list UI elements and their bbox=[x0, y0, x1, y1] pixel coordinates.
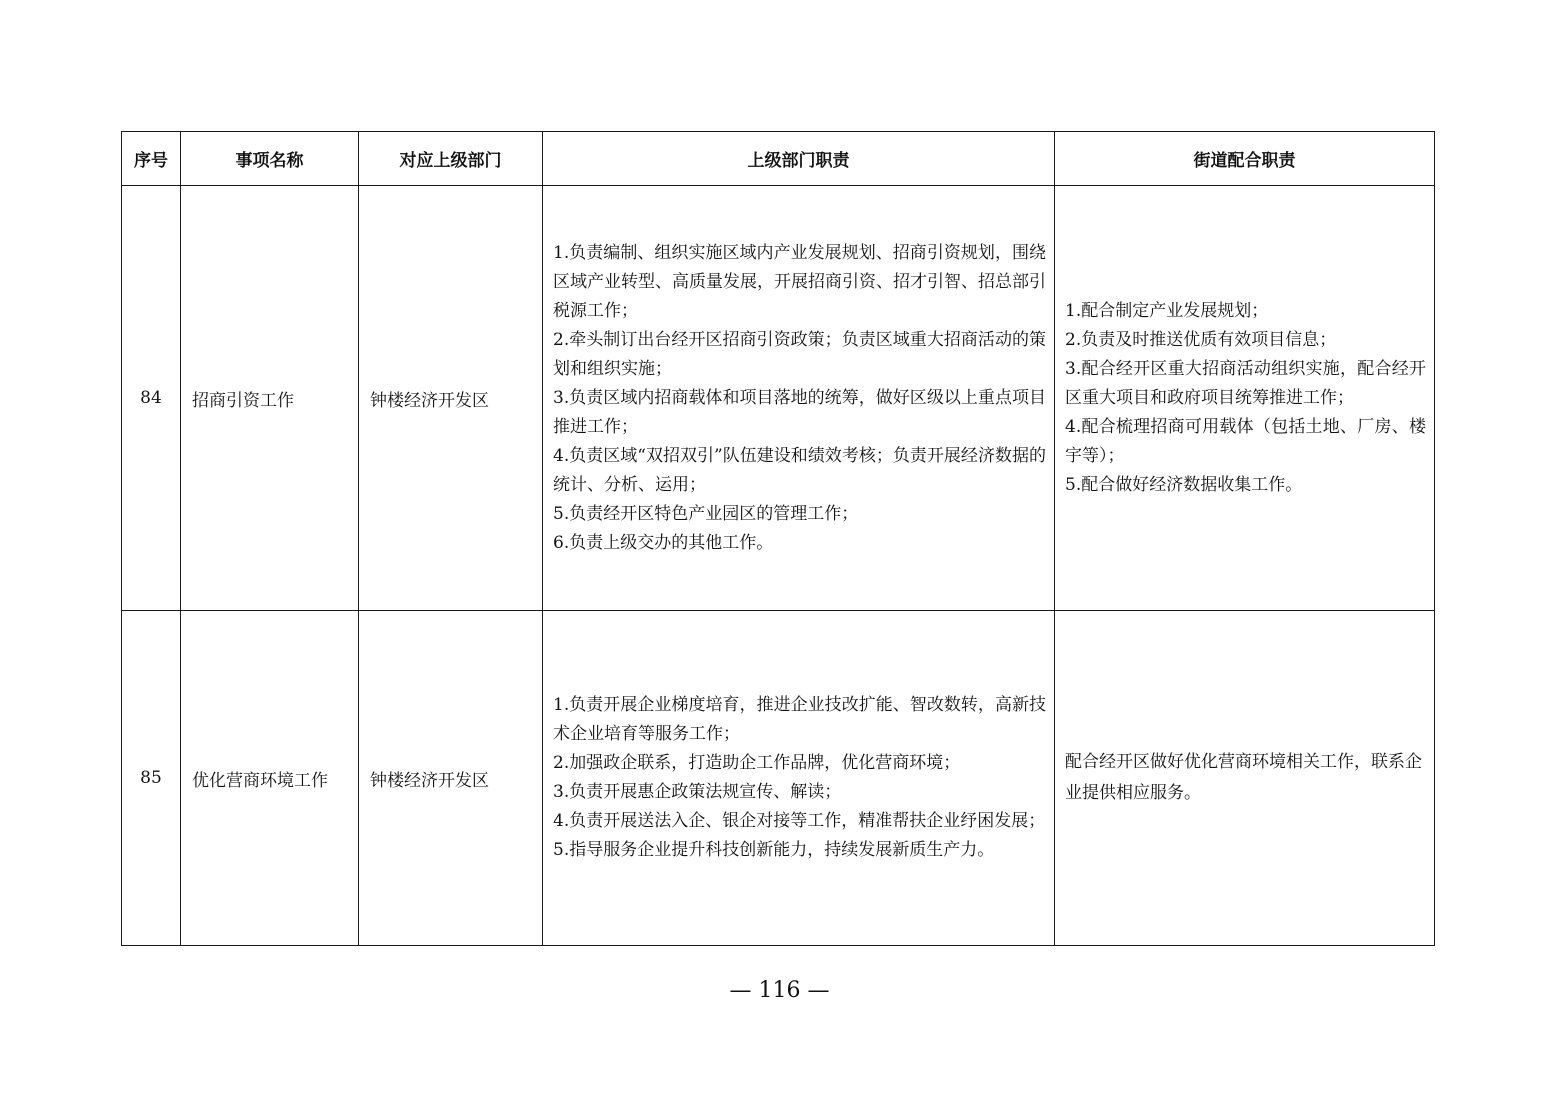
street-duty-item: 4.配合梳理招商可用载体（包括土地、厂房、楼宇等）； bbox=[1065, 416, 1426, 466]
header-department: 对应上级部门 bbox=[359, 132, 543, 186]
table-row bbox=[122, 186, 1435, 611]
street-duty-item: 3.配合经开区重大招商活动组织实施，配合经开区重大项目和政府项目统筹推进工作； bbox=[1065, 358, 1426, 408]
street-duty-item: 5.配合做好经济数据收集工作。 bbox=[1065, 474, 1303, 495]
duty-item: 4.负责区域“双招双引”队伍建设和绩效考核；负责开展经济数据的统计、分析、运用； bbox=[553, 445, 1046, 495]
duty-item: 3.负责开展惠企政策法规宣传、解读； bbox=[553, 782, 842, 802]
duty-item: 1.负责开展企业梯度培育，推进企业技改扩能、智改数转，高新技术企业培育等服务工作； bbox=[553, 695, 1046, 744]
row-street-duties bbox=[1055, 186, 1435, 611]
table-header-row bbox=[122, 132, 1435, 186]
duty-item: 3.负责区域内招商载体和项目落地的统筹，做好区级以上重点项目推进工作； bbox=[553, 387, 1046, 437]
row-street-duties: 配合经开区做好优化营商环境相关工作，联系企业提供相应服务。 bbox=[1055, 611, 1435, 946]
row-department-duties bbox=[543, 611, 1055, 946]
row-number: 84 bbox=[122, 186, 181, 611]
street-duty-item: 1.配合制定产业发展规划； bbox=[1065, 300, 1269, 321]
street-duty-item: 2.负责及时推送优质有效项目信息； bbox=[1065, 329, 1337, 350]
duty-item: 5.负责经开区特色产业园区的管理工作； bbox=[553, 503, 859, 524]
duty-item: 4.负责开展送法入企、银企对接等工作，精准帮扶企业纾困发展； bbox=[553, 811, 1046, 831]
row-item-name: 优化营商环境工作 bbox=[181, 611, 359, 946]
duty-item: 2.加强政企联系，打造助企工作品牌，优化营商环境； bbox=[553, 753, 961, 773]
header-item-name: 事项名称 bbox=[181, 132, 359, 186]
duty-item: 1.负责编制、组织实施区域内产业发展规划、招商引资规划，围绕区域产业转型、高质量发展，开展招商引资、招才引智、招总部引税源工作； bbox=[553, 242, 1046, 321]
header-number: 序号 bbox=[122, 132, 181, 186]
duties-table bbox=[121, 131, 1435, 946]
table-row bbox=[122, 611, 1435, 946]
duty-item: 6.负责上级交办的其他工作。 bbox=[553, 532, 774, 553]
duty-item: 5.指导服务企业提升科技创新能力，持续发展新质生产力。 bbox=[553, 840, 995, 860]
row-item-name: 招商引资工作 bbox=[181, 186, 359, 611]
header-department-duties: 上级部门职责 bbox=[543, 132, 1055, 186]
row-department: 钟楼经济开发区 bbox=[359, 186, 543, 611]
row-department: 钟楼经济开发区 bbox=[359, 611, 543, 946]
page-number: — 116 — bbox=[729, 978, 830, 1003]
duty-item: 2.牵头制订出台经开区招商引资政策；负责区域重大招商活动的策划和组织实施； bbox=[553, 329, 1046, 379]
row-department-duties bbox=[543, 186, 1055, 611]
row-number: 85 bbox=[122, 611, 181, 946]
header-street-duties: 街道配合职责 bbox=[1055, 132, 1435, 186]
